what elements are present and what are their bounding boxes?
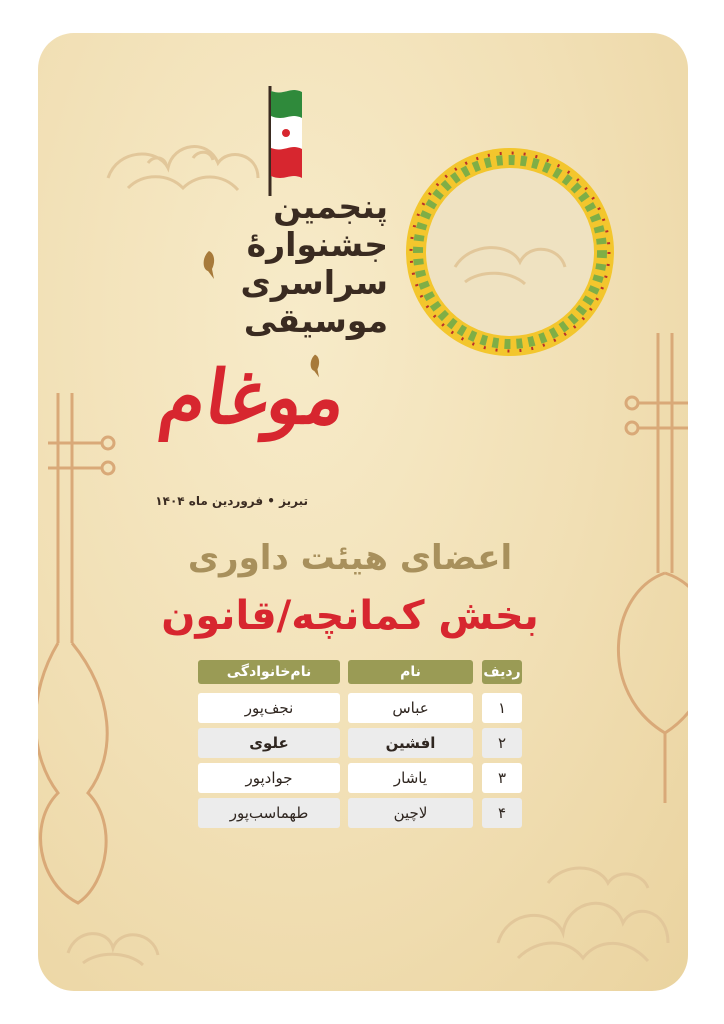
festival-line-3: سراسری [240, 263, 388, 302]
table-row [198, 763, 522, 793]
jury-table [198, 660, 522, 833]
cell-family: علوی [198, 728, 340, 758]
table-row [198, 693, 522, 723]
tar-instrument-icon [38, 393, 128, 913]
iran-flag-icon [260, 86, 320, 196]
kamancheh-instrument-icon [598, 333, 688, 813]
dateline: تبریز • فروردین ماه ۱۴۰۴ [155, 494, 308, 508]
cell-rank: ۳ [482, 763, 522, 793]
festival-logo: موغام [154, 355, 352, 441]
table-row [198, 798, 522, 828]
cell-name: عباس [348, 693, 473, 723]
festival-title [218, 188, 388, 340]
cell-name: یاشار [348, 763, 473, 793]
festival-line-4: موسیقی [243, 301, 388, 340]
header-name: نام [348, 660, 473, 684]
cell-family: جوادپور [198, 763, 340, 793]
festival-line-2: جشنوارهٔ [246, 225, 388, 264]
header-rank: ردیف [482, 660, 522, 684]
cell-family: نجف‌پور [198, 693, 340, 723]
table-header-row [198, 660, 522, 684]
festival-line-1: پنجمین [273, 187, 388, 226]
jury-heading: اعضای هیئت داوری [187, 538, 513, 578]
table-row [198, 728, 522, 758]
header-family: نام‌خانوادگی [198, 660, 340, 684]
cell-name: لاچین [348, 798, 473, 828]
cell-rank: ۱ [482, 693, 522, 723]
ring-badge [400, 142, 620, 362]
bird-icon [198, 249, 220, 281]
cell-family: طهماسب‌پور [198, 798, 340, 828]
cell-rank: ۴ [482, 798, 522, 828]
cloud-ornament-icon [488, 853, 678, 973]
section-heading: بخش کمانچه/قانون [161, 593, 539, 639]
cell-name: افشین [348, 728, 473, 758]
poster-card [38, 33, 688, 991]
cell-rank: ۲ [482, 728, 522, 758]
